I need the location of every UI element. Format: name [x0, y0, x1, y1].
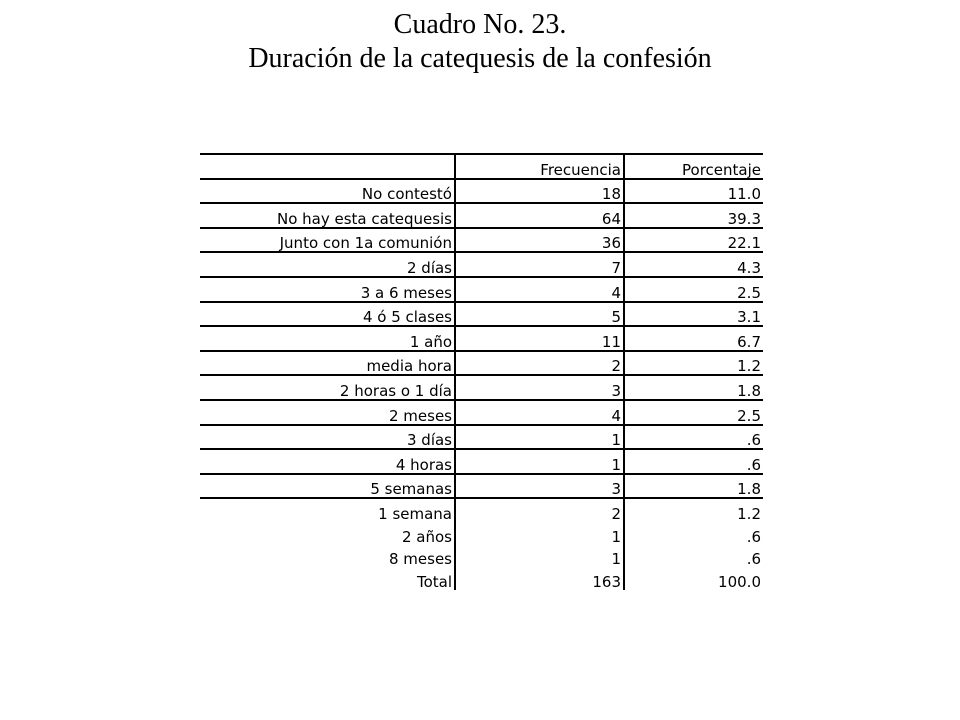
table-row	[200, 228, 763, 253]
table-row	[200, 179, 763, 204]
frequency-table-container	[200, 153, 763, 590]
table-row	[200, 449, 763, 474]
table-row	[200, 522, 763, 545]
header-porcentaje: Porcentaje	[624, 154, 763, 179]
porcentaje-cell: .6	[624, 425, 763, 450]
header-label-cell	[200, 154, 455, 179]
row-label: 4 horas	[200, 449, 455, 474]
frecuencia-cell: 7	[455, 252, 624, 277]
frecuencia-cell: 4	[455, 400, 624, 425]
frecuencia-cell: 1	[455, 522, 624, 545]
frecuencia-cell: 4	[455, 277, 624, 302]
row-label: No hay esta catequesis	[200, 203, 455, 228]
porcentaje-cell: .6	[746, 550, 761, 569]
table-row	[200, 498, 763, 522]
porcentaje-cell: 6.7	[624, 326, 763, 351]
table-row	[200, 203, 763, 228]
porcentaje-cell: .6	[624, 449, 763, 474]
row-label: 8 meses	[200, 545, 455, 568]
frecuencia-cell: 2	[455, 498, 624, 522]
porcentaje-cell: 2.5	[624, 400, 763, 425]
row-label: 2 días	[200, 252, 455, 277]
table-row	[200, 277, 763, 302]
caption-number: Cuadro No. 23.	[393, 9, 567, 40]
row-label: 2 meses	[200, 400, 455, 425]
table-row	[200, 326, 763, 351]
caption-title: Duración de la catequesis de la confesión	[248, 43, 712, 74]
porcentaje-cell: 39.3	[624, 203, 763, 228]
frequency-table	[200, 153, 763, 590]
frecuencia-cell: 3	[455, 474, 624, 499]
porcentaje-cell: 11.0	[624, 179, 763, 204]
porcentaje-cell: 22.1	[624, 228, 763, 253]
row-label: 1 semana	[200, 498, 455, 522]
table-caption	[0, 8, 960, 76]
table-row	[200, 375, 763, 400]
porcentaje-cell: 4.3	[624, 252, 763, 277]
frecuencia-cell: 64	[455, 203, 624, 228]
porcentaje-cell: .6	[746, 527, 761, 546]
porcentaje-cell: 1.8	[624, 375, 763, 400]
table-body	[200, 179, 763, 590]
table-row	[200, 351, 763, 376]
table-header-row	[200, 154, 763, 179]
frecuencia-cell: 2	[455, 351, 624, 376]
porcentaje-cell: 1.2	[737, 504, 761, 523]
porcentaje-cell: 3.1	[624, 302, 763, 327]
frecuencia-cell: 18	[455, 179, 624, 204]
table-row	[200, 474, 763, 499]
porcentaje-cell: 1.8	[624, 474, 763, 499]
row-label: Total	[200, 567, 455, 590]
row-label: Junto con 1a comunión	[200, 228, 455, 253]
table-row	[200, 425, 763, 450]
frecuencia-cell: 1	[455, 425, 624, 450]
frecuencia-cell: 5	[455, 302, 624, 327]
porcentaje-cell: 2.5	[624, 277, 763, 302]
row-label: 3 a 6 meses	[200, 277, 455, 302]
table-row	[200, 252, 763, 277]
table-row	[200, 302, 763, 327]
row-label: 1 año	[200, 326, 455, 351]
row-label: media hora	[200, 351, 455, 376]
row-label: 3 días	[200, 425, 455, 450]
frecuencia-cell: 1	[455, 545, 624, 568]
header-frecuencia: Frecuencia	[455, 154, 624, 179]
total-row	[200, 567, 763, 590]
frecuencia-cell: 3	[455, 375, 624, 400]
frecuencia-cell: 11	[455, 326, 624, 351]
row-label: 2 años	[200, 522, 455, 545]
porcentaje-cell: 100.0	[718, 572, 761, 591]
frecuencia-cell: 163	[455, 567, 624, 590]
row-label: 5 semanas	[200, 474, 455, 499]
frecuencia-cell: 1	[455, 449, 624, 474]
row-label: 2 horas o 1 día	[200, 375, 455, 400]
table-row	[200, 400, 763, 425]
row-label: 4 ó 5 clases	[200, 302, 455, 327]
frecuencia-cell: 36	[455, 228, 624, 253]
row-label: No contestó	[200, 179, 455, 204]
table-row	[200, 545, 763, 568]
porcentaje-cell: 1.2	[624, 351, 763, 376]
